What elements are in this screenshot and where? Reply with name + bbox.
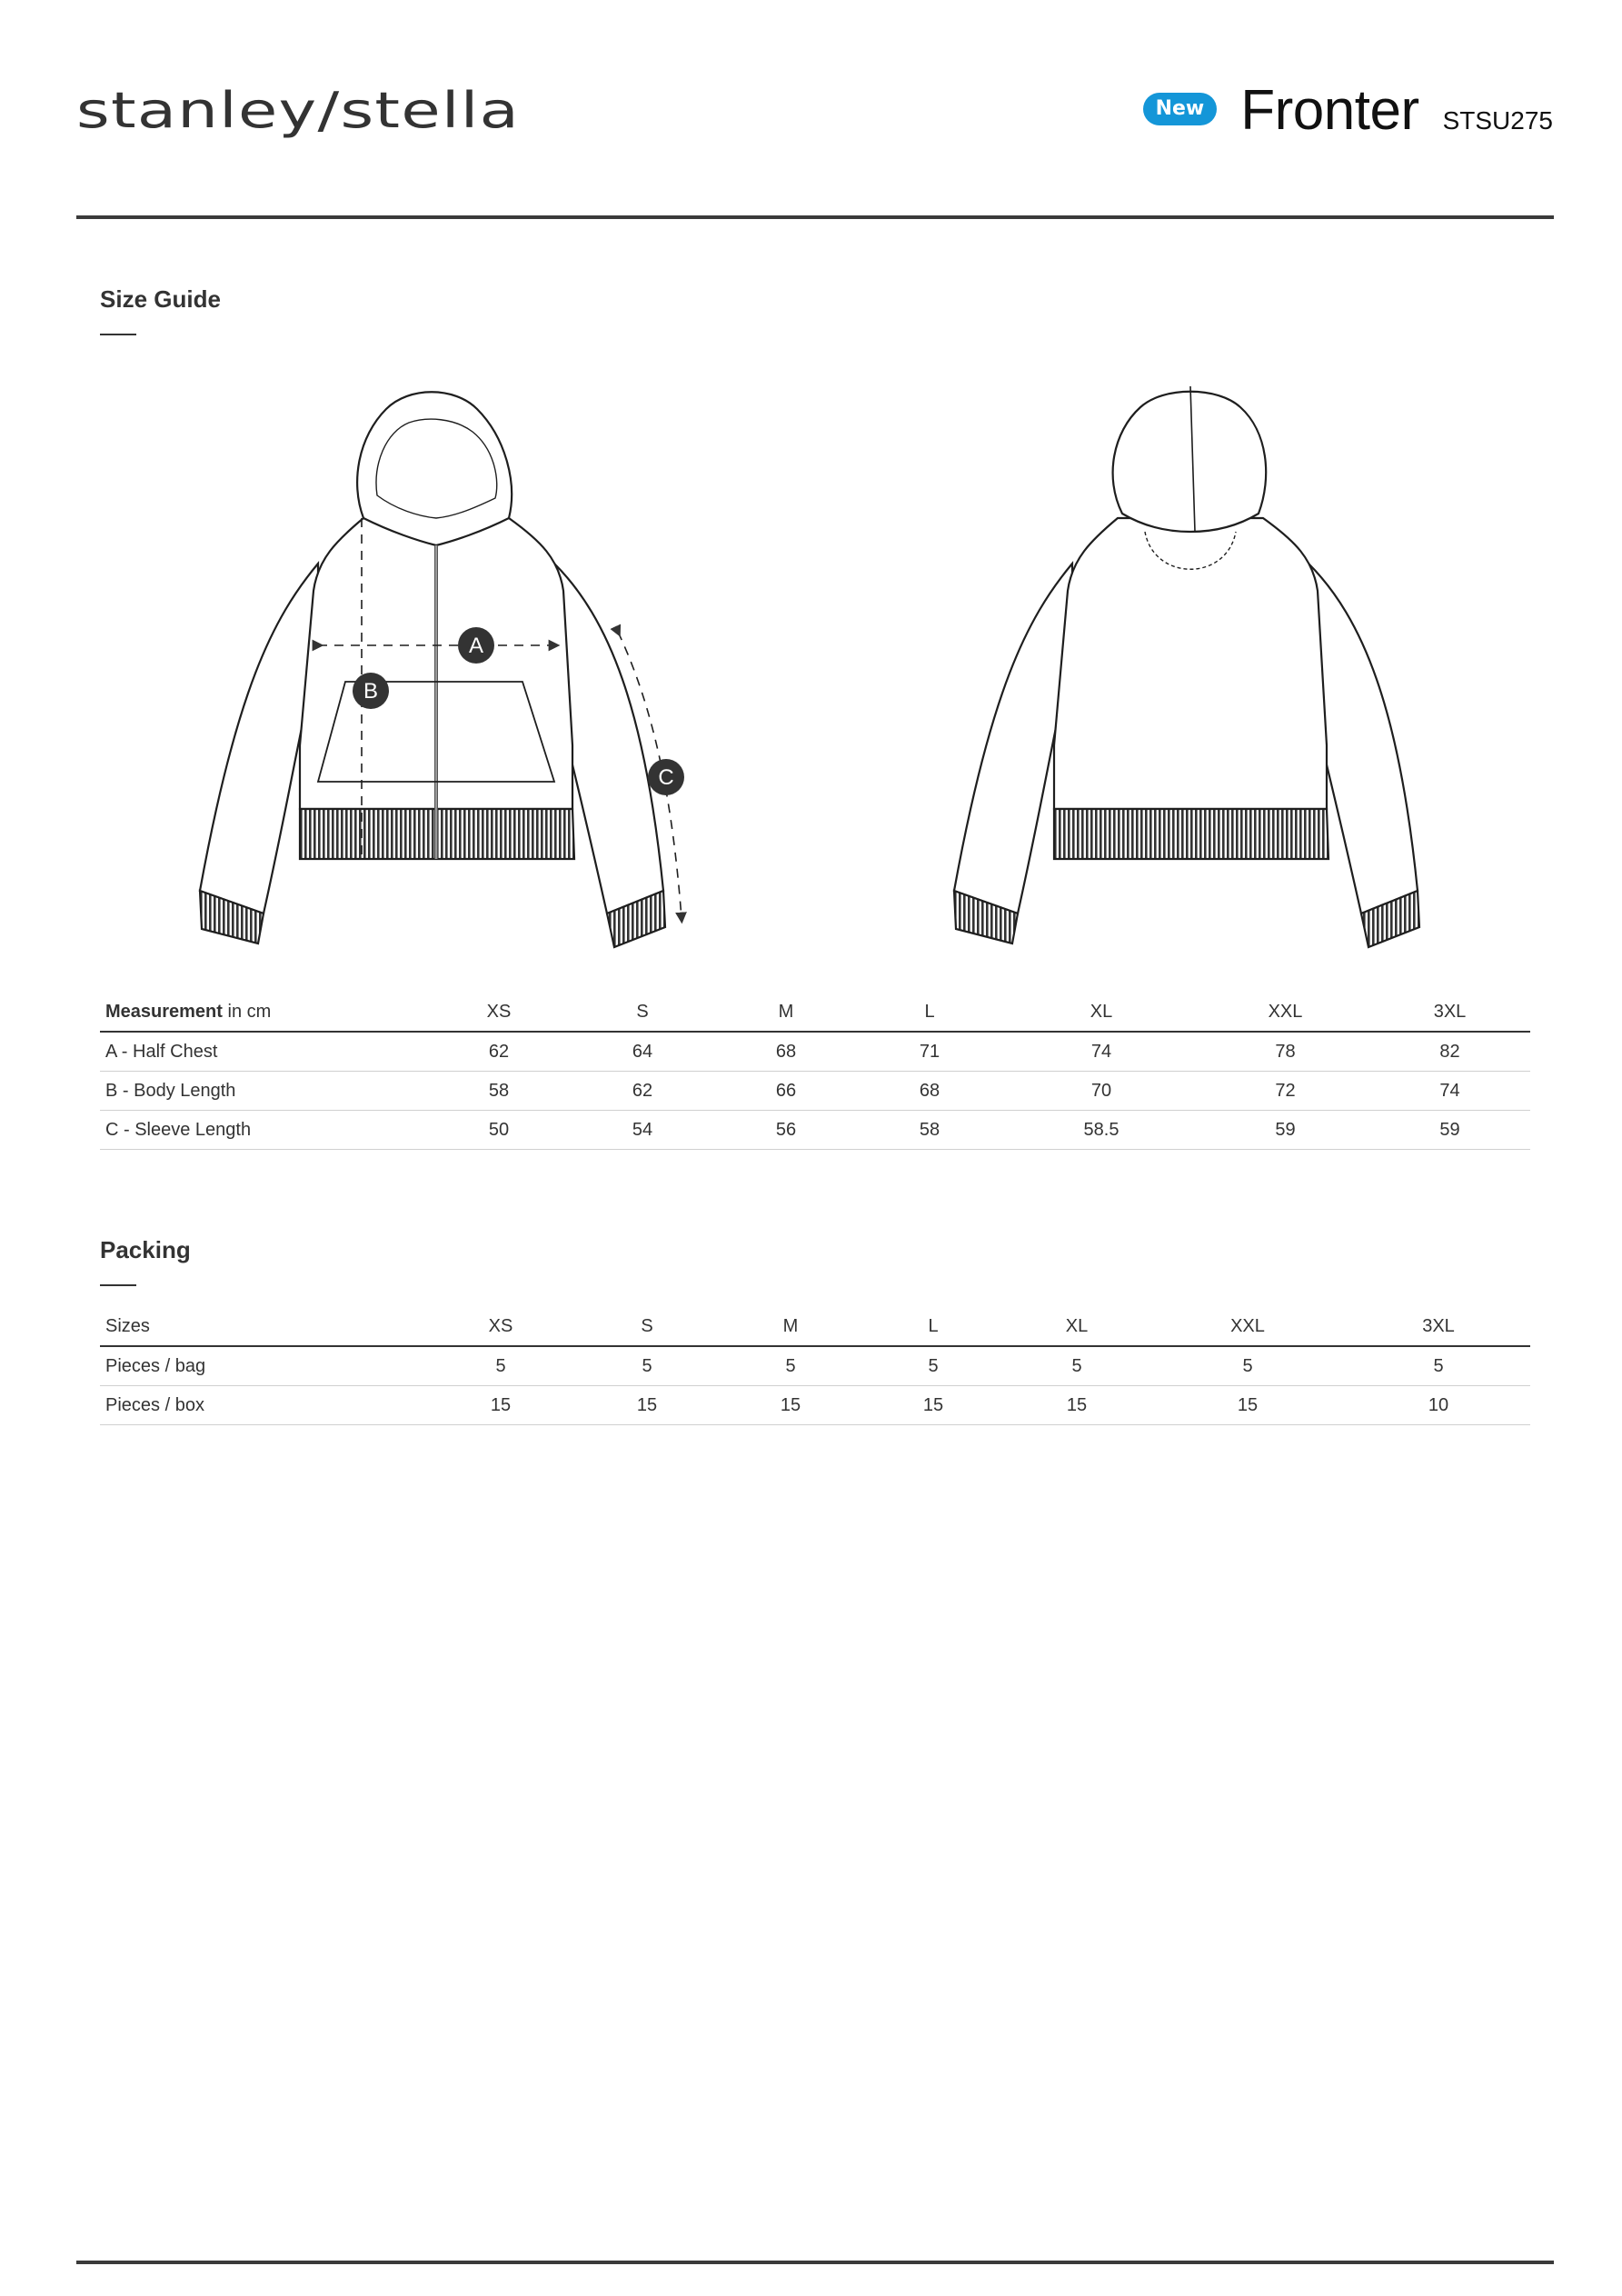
marker-b — [353, 673, 389, 709]
marker-c — [648, 759, 684, 795]
table-cell: 5 — [1347, 1346, 1530, 1386]
table-cell: 74 — [1001, 1032, 1201, 1072]
table-cell: 58 — [427, 1072, 571, 1111]
garment-drawings — [182, 382, 1454, 963]
svg-text:B: B — [363, 679, 379, 704]
table-cell: 59 — [1201, 1111, 1369, 1150]
table-cell: 68 — [858, 1072, 1001, 1111]
table-row — [100, 1386, 1530, 1425]
row-label: Pieces / bag — [100, 1346, 427, 1386]
size-header: M — [720, 1307, 861, 1346]
header-rule — [76, 215, 1554, 219]
table-cell: 58 — [858, 1111, 1001, 1150]
size-header: XXL — [1149, 1307, 1347, 1346]
table-cell: 72 — [1201, 1072, 1369, 1111]
table-cell: 15 — [1149, 1386, 1347, 1425]
packing-title: Packing — [100, 1236, 191, 1263]
table-cell: 64 — [571, 1032, 714, 1072]
table-cell: 62 — [427, 1032, 571, 1072]
table-cell: 74 — [1369, 1072, 1530, 1111]
product-header — [1143, 78, 1553, 143]
table-cell: 71 — [858, 1032, 1001, 1072]
marker-a — [458, 627, 494, 664]
size-header: XS — [427, 993, 571, 1032]
size-header: L — [861, 1307, 1005, 1346]
packing-header-row — [100, 1307, 1530, 1346]
size-guide-title: Size Guide — [100, 285, 221, 313]
table-cell: 5 — [427, 1346, 574, 1386]
table-row — [100, 1346, 1530, 1386]
new-badge: New — [1143, 93, 1218, 125]
size-header: 3XL — [1347, 1307, 1530, 1346]
table-cell: 5 — [1149, 1346, 1347, 1386]
row-label: A - Half Chest — [100, 1032, 427, 1072]
svg-text:stanley/stella: stanley/stella — [76, 82, 520, 139]
table-cell: 58.5 — [1001, 1111, 1201, 1150]
table-cell: 15 — [574, 1386, 720, 1425]
table-cell: 78 — [1201, 1032, 1369, 1072]
table-cell: 56 — [714, 1111, 858, 1150]
size-header: S — [571, 993, 714, 1032]
size-header: XL — [1001, 993, 1201, 1032]
table-cell: 5 — [1005, 1346, 1149, 1386]
row-label: Pieces / box — [100, 1386, 427, 1425]
size-header: L — [858, 993, 1001, 1032]
packing-dash — [100, 1284, 136, 1286]
table-cell: 70 — [1001, 1072, 1201, 1111]
size-header: XL — [1005, 1307, 1149, 1346]
measurement-header: Measurement in cm — [100, 993, 427, 1032]
table-cell: 82 — [1369, 1032, 1530, 1072]
size-header: XS — [427, 1307, 574, 1346]
table-cell: 68 — [714, 1032, 858, 1072]
size-header: XXL — [1201, 993, 1369, 1032]
back-view-drawing — [954, 386, 1419, 947]
table-cell: 5 — [574, 1346, 720, 1386]
row-label: B - Body Length — [100, 1072, 427, 1111]
footer-rule — [76, 2261, 1554, 2264]
brand-logo — [76, 80, 522, 144]
table-row — [100, 1111, 1530, 1150]
product-name: Fronter — [1240, 79, 1419, 142]
svg-text:C: C — [658, 765, 674, 790]
size-header: S — [574, 1307, 720, 1346]
size-header: 3XL — [1369, 993, 1530, 1032]
svg-text:A: A — [468, 634, 484, 658]
product-code: STSU275 — [1442, 106, 1553, 135]
size-guide-dash — [100, 334, 136, 335]
row-label: C - Sleeve Length — [100, 1111, 427, 1150]
table-cell: 15 — [1005, 1386, 1149, 1425]
table-cell: 15 — [427, 1386, 574, 1425]
sizes-header: Sizes — [100, 1307, 427, 1346]
table-cell: 5 — [861, 1346, 1005, 1386]
front-view-drawing — [200, 392, 682, 947]
table-cell: 50 — [427, 1111, 571, 1150]
table-cell: 15 — [861, 1386, 1005, 1425]
table-row — [100, 1032, 1530, 1072]
packing-table — [100, 1307, 1530, 1425]
table-cell: 59 — [1369, 1111, 1530, 1150]
size-guide-header-row — [100, 993, 1530, 1032]
table-cell: 10 — [1347, 1386, 1530, 1425]
table-cell: 15 — [720, 1386, 861, 1425]
table-cell: 62 — [571, 1072, 714, 1111]
size-guide-table — [100, 993, 1530, 1150]
table-cell: 5 — [720, 1346, 861, 1386]
size-header: M — [714, 993, 858, 1032]
table-row — [100, 1072, 1530, 1111]
table-cell: 66 — [714, 1072, 858, 1111]
table-cell: 54 — [571, 1111, 714, 1150]
